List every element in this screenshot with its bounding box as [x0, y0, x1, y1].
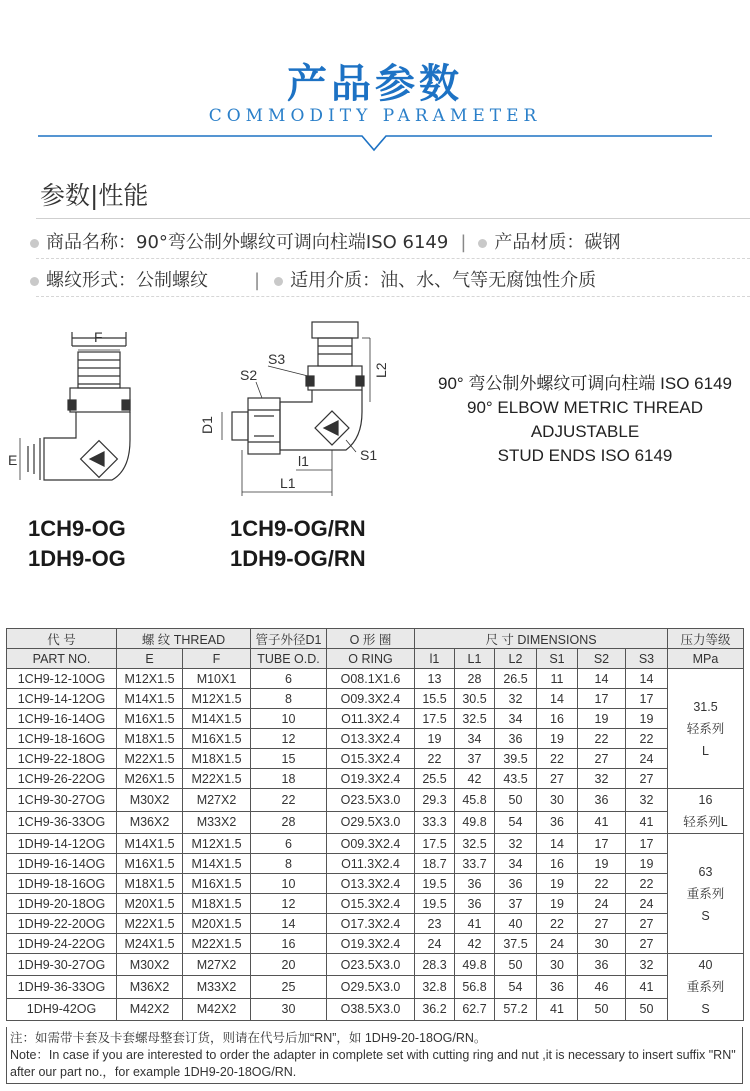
table-cell: 24	[626, 749, 668, 769]
cell-part-no: 1CH9-26-22OG	[7, 769, 117, 789]
table-cell: 14	[251, 914, 327, 934]
table-cell: 17	[626, 834, 668, 854]
th-oring-en: O RING	[327, 649, 415, 669]
table-row	[7, 789, 744, 812]
table-cell: M20X1.5	[183, 914, 251, 934]
param-separator: |	[460, 232, 467, 253]
table-cell: 20	[251, 954, 327, 976]
pressure-cell	[668, 954, 744, 1021]
cell-part-no: 1DH9-18-16OG	[7, 874, 117, 894]
table-cell: O09.3X2.4	[327, 834, 415, 854]
table-cell: 32	[495, 834, 537, 854]
table-cell: 28.3	[415, 954, 455, 976]
cell-part-no: 1CH9-22-18OG	[7, 749, 117, 769]
th-L2: L2	[495, 649, 537, 669]
table-cell: 24	[578, 894, 626, 914]
table-cell: M16X1.5	[117, 854, 183, 874]
table-cell: O38.5X3.0	[327, 998, 415, 1020]
table-cell: O29.5X3.0	[327, 811, 415, 834]
table-cell: M42X2	[117, 998, 183, 1020]
code-right-1: 1CH9-OG/RN	[230, 516, 366, 541]
pressure-code: S	[701, 908, 710, 923]
table-cell: M30X2	[117, 789, 183, 812]
table-cell: 17	[626, 689, 668, 709]
table-cell: M10X1	[183, 669, 251, 689]
cell-part-no: 1DH9-16-14OG	[7, 854, 117, 874]
table-cell: 30	[251, 998, 327, 1020]
table-row	[7, 834, 744, 854]
table-cell: 36	[495, 874, 537, 894]
param-separator: |	[254, 270, 261, 291]
table-row	[7, 874, 744, 894]
table-cell: 62.7	[455, 998, 495, 1020]
table-cell: O11.3X2.4	[327, 854, 415, 874]
table-cell: 32	[626, 789, 668, 812]
table-cell: 50	[626, 998, 668, 1020]
table-row	[7, 998, 744, 1020]
table-cell: 23	[415, 914, 455, 934]
param-thread-type: 螺纹形式：公制螺纹	[46, 270, 208, 291]
table-cell: 42	[455, 769, 495, 789]
pressure-series: 重系列	[686, 886, 725, 901]
table-cell: 10	[251, 709, 327, 729]
table-cell: 14	[537, 834, 578, 854]
th-S2: S2	[578, 649, 626, 669]
table-cell: 36	[578, 789, 626, 812]
table-cell: 33.3	[415, 811, 455, 834]
bullet-icon	[30, 239, 39, 248]
table-cell: 24	[626, 894, 668, 914]
table-row	[7, 914, 744, 934]
desc-line-4: STUD ENDS ISO 6149	[497, 446, 673, 465]
pressure-value: 63	[698, 864, 713, 879]
table-cell: 8	[251, 689, 327, 709]
table-header-row	[7, 629, 744, 649]
table-cell: 27	[626, 914, 668, 934]
table-cell: O17.3X2.4	[327, 914, 415, 934]
table-cell: 32	[626, 954, 668, 976]
product-description	[420, 372, 750, 468]
desc-line-2: 90° ELBOW METRIC THREAD	[466, 398, 704, 417]
table-cell: M22X1.5	[117, 749, 183, 769]
cell-part-no: 1DH9-42OG	[7, 998, 117, 1020]
table-cell: M18X1.5	[117, 874, 183, 894]
table-cell: 14	[578, 669, 626, 689]
table-cell: M18X1.5	[183, 894, 251, 914]
table-cell: O08.1X1.6	[327, 669, 415, 689]
table-cell: 22	[578, 729, 626, 749]
param-product-name: 商品名称：90°弯公制外螺纹可调向柱端ISO 6149	[46, 232, 449, 253]
params-heading: 参数|性能	[40, 181, 149, 210]
code-right	[230, 514, 366, 574]
pressure-code: L	[702, 743, 709, 758]
th-E: E	[117, 649, 183, 669]
bullet-icon	[478, 239, 487, 248]
table-cell: 28	[455, 669, 495, 689]
table-cell: 15	[251, 749, 327, 769]
table-cell: 57.2	[495, 998, 537, 1020]
dim-label-l1: l1	[298, 453, 309, 469]
table-cell: 19	[578, 709, 626, 729]
th-thread: 螺 纹 THREAD	[117, 629, 251, 649]
table-cell: O23.5X3.0	[327, 789, 415, 812]
table-cell: 36	[455, 874, 495, 894]
dim-label-L2: L2	[373, 362, 389, 378]
table-cell: 27	[626, 934, 668, 954]
dim-label-S2: S2	[240, 367, 258, 383]
table-cell: M12X1.5	[117, 669, 183, 689]
table-cell: 15.5	[415, 689, 455, 709]
table-cell: 12	[251, 894, 327, 914]
bullet-icon	[274, 277, 283, 286]
table-cell: 17	[578, 834, 626, 854]
table-cell: 16	[251, 934, 327, 954]
table-cell: 8	[251, 854, 327, 874]
table-cell: 45.8	[455, 789, 495, 812]
table-cell: 18	[251, 769, 327, 789]
table-cell: 14	[626, 669, 668, 689]
th-code-cn: 代 号	[7, 629, 117, 649]
table-cell: 34	[455, 729, 495, 749]
table-cell: M24X1.5	[117, 934, 183, 954]
code-left	[28, 514, 126, 574]
table-cell: 49.8	[455, 954, 495, 976]
table-cell: O19.3X2.4	[327, 769, 415, 789]
desc-line-1: 90° 弯公制外螺纹可调向柱端 ISO 6149	[438, 374, 732, 393]
table-cell: O15.3X2.4	[327, 894, 415, 914]
param-material: 产品材质：碳钢	[494, 232, 621, 253]
dim-label-S3: S3	[268, 351, 286, 367]
table-cell: M36X2	[117, 811, 183, 834]
table-cell: 32	[578, 769, 626, 789]
cell-part-no: 1DH9-30-27OG	[7, 954, 117, 976]
cell-part-no: 1DH9-14-12OG	[7, 834, 117, 854]
table-cell: 39.5	[495, 749, 537, 769]
table-cell: O13.3X2.4	[327, 729, 415, 749]
pressure-value: 31.5	[693, 699, 718, 714]
table-cell: M33X2	[183, 811, 251, 834]
th-S3: S3	[626, 649, 668, 669]
table-header-row	[7, 649, 744, 669]
th-oring-cn: O 形 圈	[327, 629, 415, 649]
table-cell: 6	[251, 834, 327, 854]
table-cell: 56.8	[455, 976, 495, 998]
table-cell: 41	[578, 811, 626, 834]
table-cell: 41	[455, 914, 495, 934]
table-cell: 50	[495, 789, 537, 812]
table-cell: 54	[495, 976, 537, 998]
table-cell: 6	[251, 669, 327, 689]
table-cell: M27X2	[183, 954, 251, 976]
table-cell: 33.7	[455, 854, 495, 874]
table-cell: 46	[578, 976, 626, 998]
code-right-2: 1DH9-OG/RN	[230, 546, 366, 571]
table-cell: M16X1.5	[117, 709, 183, 729]
table-cell: M20X1.5	[117, 894, 183, 914]
table-cell: 37	[495, 894, 537, 914]
pressure-cell	[668, 834, 744, 954]
table-cell: M30X2	[117, 954, 183, 976]
table-cell: 41	[626, 811, 668, 834]
table-cell: 41	[626, 976, 668, 998]
table-cell: 27	[578, 914, 626, 934]
table-cell: 42	[455, 934, 495, 954]
table-cell: 19	[537, 894, 578, 914]
code-left-1: 1CH9-OG	[28, 516, 126, 541]
table-row	[7, 749, 744, 769]
table-cell: 50	[578, 998, 626, 1020]
table-cell: O23.5X3.0	[327, 954, 415, 976]
table-cell: 34	[495, 709, 537, 729]
pressure-value: 40	[698, 958, 713, 972]
table-cell: 36	[455, 894, 495, 914]
cell-part-no: 1DH9-20-18OG	[7, 894, 117, 914]
table-cell: 27	[537, 769, 578, 789]
th-pressure-cn: 压力等级	[668, 629, 744, 649]
table-cell: M14X1.5	[117, 834, 183, 854]
table-cell: 19	[626, 709, 668, 729]
page-title: 产品参数	[287, 61, 463, 107]
th-tube-cn: 管子外径D1	[251, 629, 327, 649]
spec-table	[6, 628, 744, 1021]
table-cell: M14X1.5	[117, 689, 183, 709]
table-cell: 17.5	[415, 834, 455, 854]
table-cell: 30.5	[455, 689, 495, 709]
cell-part-no: 1CH9-36-33OG	[7, 811, 117, 834]
table-row	[7, 769, 744, 789]
param-medium: 适用介质：油、水、气等无腐蚀性介质	[290, 270, 597, 291]
table-cell: 22	[578, 874, 626, 894]
table-cell: 29.3	[415, 789, 455, 812]
table-cell: M33X2	[183, 976, 251, 998]
table-cell: O19.3X2.4	[327, 934, 415, 954]
cell-part-no: 1DH9-24-22OG	[7, 934, 117, 954]
table-cell: 22	[251, 789, 327, 812]
table-cell: 54	[495, 811, 537, 834]
pressure-series: 轻系列	[686, 721, 725, 736]
table-row	[7, 729, 744, 749]
table-row	[7, 811, 744, 834]
table-row	[7, 854, 744, 874]
pressure-code: S	[701, 1002, 710, 1016]
table-cell: 40	[495, 914, 537, 934]
table-cell: 26.5	[495, 669, 537, 689]
table-cell: M16X1.5	[183, 874, 251, 894]
note-en: Note：In case if you are interested to order the adapter in complete set with cutting ring and nut ,it is necessary to insert suffix "RN" after our part no.，for example 1DH9-20-18OG/RN.	[10, 1048, 736, 1079]
table-cell: 18.7	[415, 854, 455, 874]
param-divider	[36, 296, 750, 297]
cell-part-no: 1DH9-36-33OG	[7, 976, 117, 998]
table-cell: 24	[537, 934, 578, 954]
table-cell: M12X1.5	[183, 834, 251, 854]
th-S1: S1	[537, 649, 578, 669]
table-row	[7, 709, 744, 729]
table-cell: 22	[626, 729, 668, 749]
table-cell: M12X1.5	[183, 689, 251, 709]
dim-label-E: E	[8, 452, 18, 468]
left-fitting-drawing	[20, 332, 130, 480]
table-cell: 19.5	[415, 874, 455, 894]
table-cell: 27	[626, 769, 668, 789]
table-cell: 36	[537, 811, 578, 834]
dim-label-L1: L1	[280, 475, 296, 491]
table-cell: 32	[495, 689, 537, 709]
table-cell: 28	[251, 811, 327, 834]
table-cell: 19	[537, 874, 578, 894]
table-cell: M18X1.5	[117, 729, 183, 749]
th-pressure-en: MPa	[668, 649, 744, 669]
table-cell: M14X1.5	[183, 709, 251, 729]
table-cell: 36	[578, 954, 626, 976]
table-cell: 22	[537, 749, 578, 769]
table-cell: 41	[537, 998, 578, 1020]
params-divider	[36, 218, 750, 219]
th-dimensions: 尺 寸 DIMENSIONS	[415, 629, 668, 649]
table-cell: 16	[537, 854, 578, 874]
table-note	[10, 1030, 740, 1081]
table-cell: 36	[537, 976, 578, 998]
table-cell: 19	[415, 729, 455, 749]
desc-line-3: ADJUSTABLE	[530, 422, 640, 441]
note-cn: 注：如需带卡套及卡套螺母整套订货，则请在代号后加“RN”，如 1DH9-20-18OG/RN。	[10, 1031, 487, 1045]
table-cell: M22X1.5	[183, 934, 251, 954]
page-subtitle: COMMODITY PARAMETER	[208, 106, 542, 126]
cell-part-no: 1CH9-18-16OG	[7, 729, 117, 749]
th-L1: L1	[455, 649, 495, 669]
th-tube-en: TUBE O.D.	[251, 649, 327, 669]
table-cell: 36.2	[415, 998, 455, 1020]
table-cell: 30	[578, 934, 626, 954]
table-cell: 14	[537, 689, 578, 709]
table-row	[7, 669, 744, 689]
cell-part-no: 1CH9-12-10OG	[7, 669, 117, 689]
table-cell: 30	[537, 789, 578, 812]
table-cell: 19	[537, 729, 578, 749]
table-cell: M36X2	[117, 976, 183, 998]
table-cell: 49.8	[455, 811, 495, 834]
table-row	[7, 689, 744, 709]
th-l1: l1	[415, 649, 455, 669]
table-cell: M22X1.5	[117, 914, 183, 934]
table-cell: O09.3X2.4	[327, 689, 415, 709]
table-cell: 37	[455, 749, 495, 769]
dim-label-S1: S1	[360, 447, 378, 463]
table-cell: M26X1.5	[117, 769, 183, 789]
table-cell: O11.3X2.4	[327, 709, 415, 729]
right-fitting-drawing	[222, 322, 370, 496]
table-cell: 10	[251, 874, 327, 894]
table-row	[7, 894, 744, 914]
table-cell: M27X2	[183, 789, 251, 812]
table-cell: 34	[495, 854, 537, 874]
cell-part-no: 1CH9-16-14OG	[7, 709, 117, 729]
table-cell: 22	[626, 874, 668, 894]
pressure-cell	[668, 669, 744, 789]
param-row-2	[30, 266, 596, 292]
table-cell: 19	[578, 854, 626, 874]
table-cell: O15.3X2.4	[327, 749, 415, 769]
table-cell: 32.5	[455, 709, 495, 729]
table-cell: 25	[251, 976, 327, 998]
table-cell: 17	[578, 689, 626, 709]
table-cell: O13.3X2.4	[327, 874, 415, 894]
table-cell: 43.5	[495, 769, 537, 789]
pressure-series: 轻系列L	[683, 815, 728, 829]
param-row-1	[30, 228, 620, 254]
pressure-series: 重系列	[686, 980, 725, 994]
table-cell: M14X1.5	[183, 854, 251, 874]
code-left-2: 1DH9-OG	[28, 546, 126, 571]
table-body	[7, 669, 744, 1021]
table-cell: 22	[415, 749, 455, 769]
table-cell: 32.8	[415, 976, 455, 998]
th-F: F	[183, 649, 251, 669]
table-cell: O29.5X3.0	[327, 976, 415, 998]
header-divider	[0, 0, 750, 160]
table-cell: 50	[495, 954, 537, 976]
table-cell: 37.5	[495, 934, 537, 954]
table-row	[7, 954, 744, 976]
table-cell: M42X2	[183, 998, 251, 1020]
cell-part-no: 1DH9-22-20OG	[7, 914, 117, 934]
dim-label-D1: D1	[199, 416, 215, 434]
pressure-cell	[668, 789, 744, 834]
bullet-icon	[30, 277, 39, 286]
table-cell: M22X1.5	[183, 769, 251, 789]
table-row	[7, 934, 744, 954]
table-cell: 27	[578, 749, 626, 769]
table-cell: 19	[626, 854, 668, 874]
param-divider	[36, 258, 750, 259]
pressure-value: 16	[698, 793, 713, 807]
cell-part-no: 1CH9-30-27OG	[7, 789, 117, 812]
dim-label-F: F	[94, 329, 103, 345]
cell-part-no: 1CH9-14-12OG	[7, 689, 117, 709]
table-cell: 30	[537, 954, 578, 976]
table-cell: 25.5	[415, 769, 455, 789]
table-cell: M16X1.5	[183, 729, 251, 749]
table-cell: M18X1.5	[183, 749, 251, 769]
table-cell: 22	[537, 914, 578, 934]
table-cell: 36	[495, 729, 537, 749]
table-cell: 24	[415, 934, 455, 954]
table-cell: 19.5	[415, 894, 455, 914]
table-cell: 12	[251, 729, 327, 749]
th-code-en: PART NO.	[7, 649, 117, 669]
table-cell: 13	[415, 669, 455, 689]
table-cell: 32.5	[455, 834, 495, 854]
table-cell: 16	[537, 709, 578, 729]
table-row	[7, 976, 744, 998]
table-cell: 11	[537, 669, 578, 689]
table-cell: 17.5	[415, 709, 455, 729]
